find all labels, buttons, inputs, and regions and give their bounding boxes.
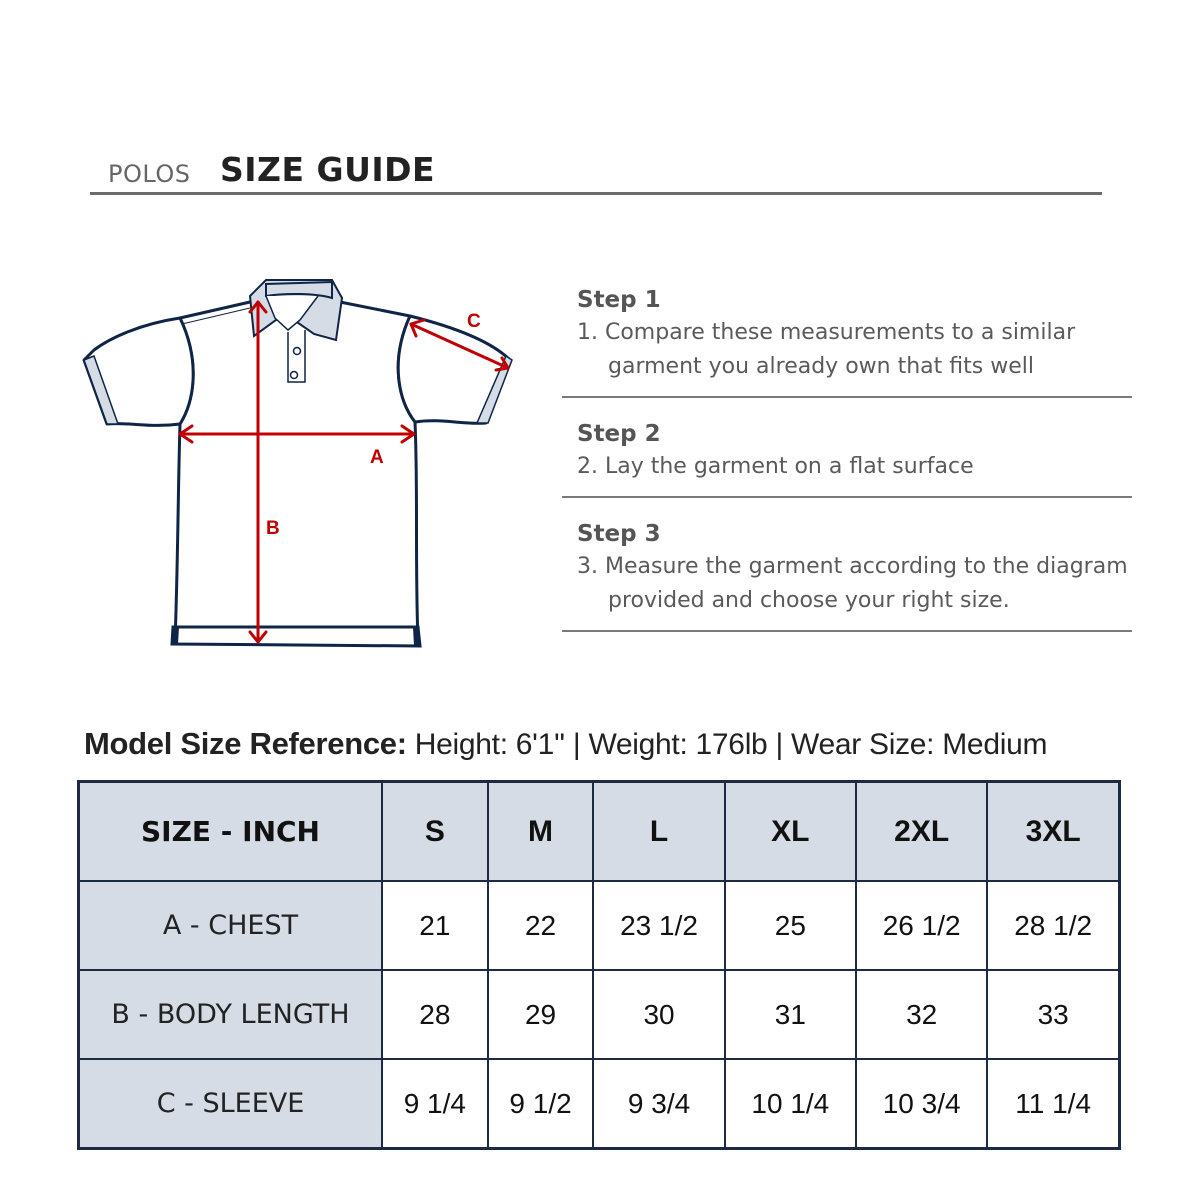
separator: | xyxy=(775,728,783,761)
table-corner-header: SIZE - INCH xyxy=(79,782,383,882)
size-header-l: L xyxy=(593,782,724,882)
table-cell: 9 3/4 xyxy=(593,1059,724,1149)
step-title: Step 1 xyxy=(577,287,661,313)
table-cell: 21 xyxy=(382,881,488,970)
row-label: A - CHEST xyxy=(79,881,383,970)
table-header-row xyxy=(79,782,1120,882)
table-cell: 32 xyxy=(856,970,987,1059)
table-cell: 9 1/4 xyxy=(382,1059,488,1149)
separator: | xyxy=(572,728,581,761)
model-weight: Weight: 176lb xyxy=(588,728,768,761)
step-text: 1. Compare these measurements to a similar garment you already own that fits well xyxy=(577,320,1076,379)
table-cell: 11 1/4 xyxy=(987,1059,1119,1149)
polo-shirt-icon xyxy=(70,260,540,660)
label-c: C xyxy=(467,311,481,332)
table-cell: 28 xyxy=(382,970,488,1059)
table-cell: 10 1/4 xyxy=(725,1059,856,1149)
step-title: Step 2 xyxy=(577,421,661,447)
table-cell: 10 3/4 xyxy=(856,1059,987,1149)
size-header-2xl: 2XL xyxy=(856,782,987,882)
row-label: C - SLEEVE xyxy=(79,1059,383,1149)
table-cell: 23 1/2 xyxy=(593,881,724,970)
model-wear-size: Wear Size: Medium xyxy=(791,728,1048,761)
step-1 xyxy=(562,284,1132,398)
page-header xyxy=(90,150,1102,195)
category-label: POLOS xyxy=(108,160,191,188)
table-cell: 30 xyxy=(593,970,724,1059)
step-3 xyxy=(562,498,1132,632)
label-b: B xyxy=(266,518,280,539)
size-header-s: S xyxy=(382,782,488,882)
table-row-chest xyxy=(79,881,1120,970)
model-reference-label: Model Size Reference: xyxy=(84,726,407,761)
model-height: Height: 6'1'' xyxy=(414,728,565,761)
polo-measurement-diagram xyxy=(70,260,540,660)
table-cell: 26 1/2 xyxy=(856,881,987,970)
step-text: 3. Measure the garment according to the diagram provided and choose your right size. xyxy=(577,554,1128,613)
step-text: 2. Lay the garment on a flat surface xyxy=(577,454,974,479)
size-chart-table xyxy=(77,780,1121,1150)
table-cell: 28 1/2 xyxy=(987,881,1119,970)
table-cell: 25 xyxy=(725,881,856,970)
size-header-m: M xyxy=(488,782,594,882)
step-2 xyxy=(562,398,1132,498)
row-label: B - BODY LENGTH xyxy=(79,970,383,1059)
table-row-sleeve xyxy=(79,1059,1120,1149)
table-row-body-length xyxy=(79,970,1120,1059)
table-cell: 33 xyxy=(987,970,1119,1059)
table-cell: 29 xyxy=(488,970,594,1059)
table-cell: 31 xyxy=(725,970,856,1059)
table-cell: 9 1/2 xyxy=(488,1059,594,1149)
size-header-xl: XL xyxy=(725,782,856,882)
size-header-3xl: 3XL xyxy=(987,782,1119,882)
measurement-steps xyxy=(562,284,1132,632)
page-title: SIZE GUIDE xyxy=(220,150,436,189)
table-cell: 22 xyxy=(488,881,594,970)
model-size-reference xyxy=(84,726,1124,762)
label-a: A xyxy=(370,447,384,468)
step-title: Step 3 xyxy=(577,521,661,547)
